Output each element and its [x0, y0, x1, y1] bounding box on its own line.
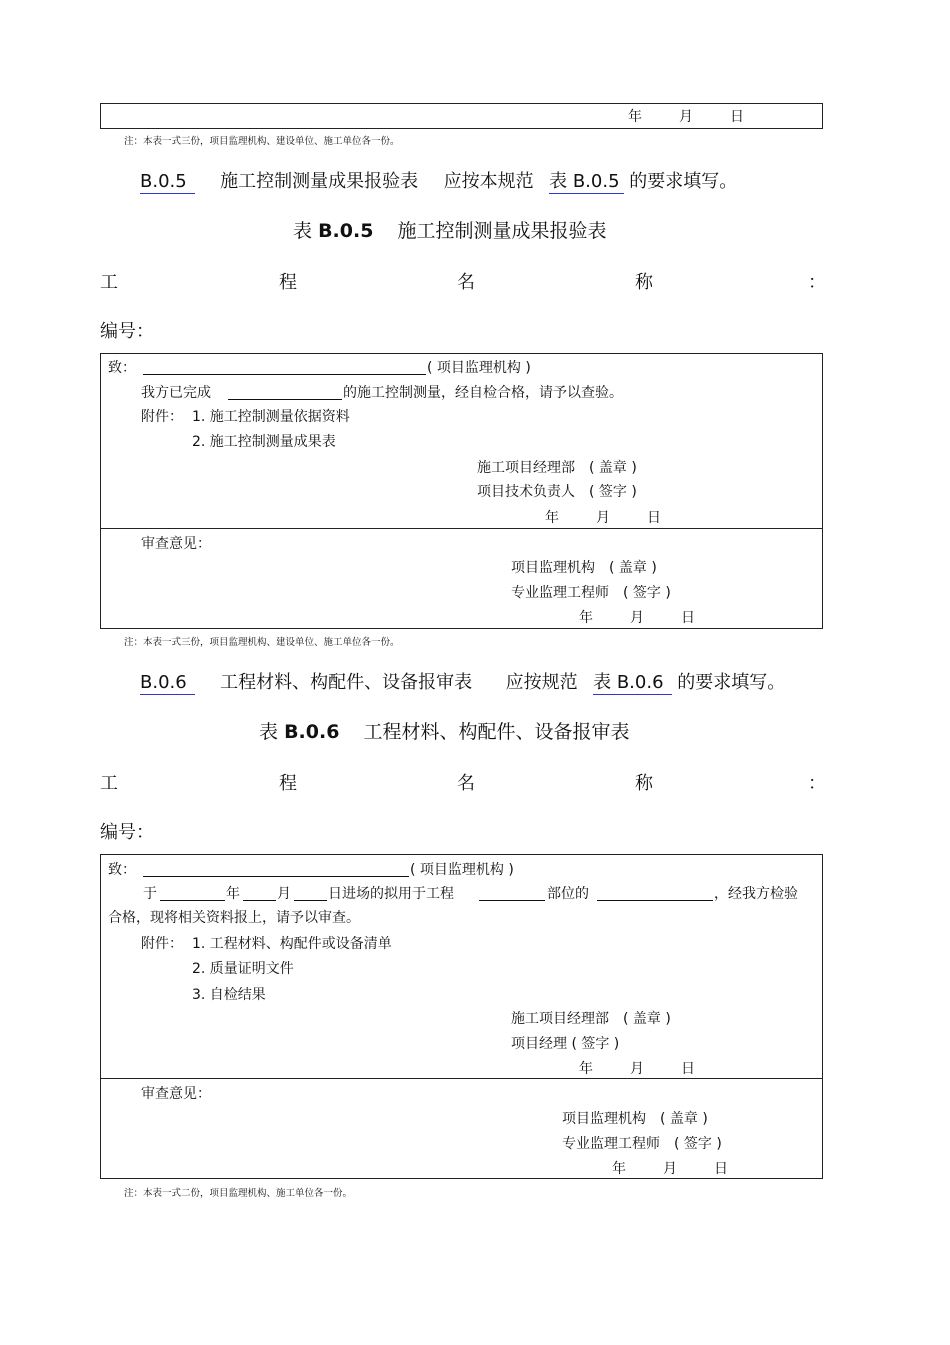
b06-title-id: B.0.6: [284, 721, 340, 743]
b06-table-divider: [100, 1078, 823, 1079]
b06-day-blank[interactable]: [294, 900, 327, 901]
b06-line1-day-text: 日进场的拟用于工程: [328, 886, 454, 902]
b05-project-char-3: 名: [457, 272, 475, 293]
b05-sign-tech: 项目技术负责人 ( 签字 ): [477, 484, 637, 500]
b05-line1-post: 的施工控制测量，经自检合格，请予以查验。: [343, 385, 623, 401]
b06-review-label: 审查意见：: [141, 1086, 211, 1102]
b06-note: 注：本表一式二份，项目监理机构、施工单位各一份。: [124, 1188, 353, 1199]
b05-date-day: 日: [647, 510, 661, 526]
b06-year-blank[interactable]: [160, 900, 225, 901]
b06-month-blank[interactable]: [243, 900, 276, 901]
b06-project-char-4: 称: [635, 773, 653, 794]
b06-number-label: 编号：: [100, 822, 154, 843]
b06-sign-manager: 项目经理 ( 签字 ): [511, 1036, 620, 1052]
top-date-year: 年: [628, 109, 642, 125]
b05-line1-blank[interactable]: [228, 399, 342, 400]
b06-project-char-5: ：: [808, 773, 826, 794]
b06-line2: 合格，现将相关资料报上，请予以审查。: [108, 910, 360, 926]
b06-org-paren: ( 项目监理机构 ): [410, 862, 514, 878]
top-table-box: [100, 103, 823, 129]
top-note: 注：本表一式三份，项目监理机构、建设单位、施工单位各一份。: [124, 136, 400, 147]
b05-review-date-year: 年: [579, 610, 593, 626]
b05-title-id: B.0.5: [318, 220, 374, 242]
b05-project-char-2: 程: [279, 272, 297, 293]
b06-project-char-3: 名: [457, 773, 475, 794]
b06-attach-2: 2. 质量证明文件: [192, 961, 294, 977]
b05-project-char-4: 称: [635, 272, 653, 293]
b05-clause: [140, 167, 737, 193]
b05-clause-text: 施工控制测量成果报验表: [220, 171, 419, 192]
b05-review-date-day: 日: [681, 610, 695, 626]
b05-attach-1: 1. 施工控制测量依据资料: [192, 409, 350, 425]
b05-to-blank[interactable]: [143, 374, 426, 375]
b05-review-date-month: 月: [630, 610, 644, 626]
b06-review-sign-org: 项目监理机构 ( 盖章 ): [562, 1111, 708, 1127]
b06-clause: [140, 668, 785, 694]
b06-attach-1: 1. 工程材料、构配件或设备清单: [192, 936, 392, 952]
b06-attach-label: 附件：: [141, 936, 183, 952]
b05-attach-2: 2. 施工控制测量成果表: [192, 434, 336, 450]
b05-attach-label: 附件：: [141, 409, 183, 425]
b06-review-sign-engineer: 专业监理工程师 ( 签字 ): [562, 1136, 722, 1152]
b06-project-blank[interactable]: [479, 900, 545, 901]
b06-project-char-1: 工: [100, 773, 118, 794]
b06-line1-month: 月: [277, 886, 291, 902]
b06-clause-ref[interactable]: 表 B.0.6: [593, 672, 671, 695]
b05-table-divider: [100, 528, 823, 529]
b06-attach-3: 3. 自检结果: [192, 987, 266, 1003]
b06-line1-tail: ，经我方检验: [714, 886, 798, 902]
b05-date-year: 年: [545, 510, 559, 526]
b05-org-paren: ( 项目监理机构 ): [427, 360, 531, 376]
b06-line1-yu: 于: [143, 886, 157, 902]
b06-sign-dept: 施工项目经理部 ( 盖章 ): [511, 1011, 671, 1027]
top-date-month: 月: [679, 109, 693, 125]
b05-sign-dept: 施工项目经理部 ( 盖章 ): [477, 460, 637, 476]
b06-clause-text: 工程材料、构配件、设备报审表: [220, 672, 473, 693]
top-date-day: 日: [730, 109, 744, 125]
b06-date-day: 日: [681, 1061, 695, 1077]
b05-number-label: 编号：: [100, 321, 154, 342]
b05-clause-ref-post: 的要求填写。: [629, 171, 738, 192]
b06-title-prefix: 表: [259, 721, 279, 743]
b06-review-date-month: 月: [663, 1161, 677, 1177]
b06-date-year: 年: [579, 1061, 593, 1077]
b05-to-label: 致：: [108, 360, 136, 376]
b06-review-date-year: 年: [612, 1161, 626, 1177]
b06-clause-ref-post: 的要求填写。: [677, 672, 786, 693]
b06-part-blank[interactable]: [597, 900, 713, 901]
b06-project-char-2: 程: [279, 773, 297, 794]
b05-title: [293, 216, 607, 243]
b06-date-month: 月: [630, 1061, 644, 1077]
b06-to-blank[interactable]: [143, 876, 409, 877]
b05-review-sign-org: 项目监理机构 ( 盖章 ): [511, 560, 657, 576]
b06-line1-year: 年: [226, 886, 240, 902]
b06-title-name: 工程材料、构配件、设备报审表: [363, 721, 630, 743]
b06-clause-ref-pre: 应按规范: [505, 672, 578, 693]
b05-clause-ref-pre: 应按本规范: [443, 171, 534, 192]
b05-review-label: 审查意见：: [141, 536, 211, 552]
b06-title: [259, 717, 630, 744]
b05-clause-id[interactable]: B.0.5: [140, 171, 195, 194]
b05-title-prefix: 表: [293, 220, 313, 242]
b05-line1-pre: 我方已完成: [141, 385, 211, 401]
b05-title-name: 施工控制测量成果报验表: [397, 220, 607, 242]
b06-line1-part: 部位的: [547, 886, 589, 902]
b05-project-char-1: 工: [100, 272, 118, 293]
b06-to-label: 致：: [108, 862, 136, 878]
b05-review-sign-engineer: 专业监理工程师 ( 签字 ): [511, 585, 671, 601]
b05-project-char-5: ：: [808, 272, 826, 293]
b05-note: 注：本表一式三份，项目监理机构、建设单位、施工单位各一份。: [124, 637, 400, 648]
b05-clause-ref[interactable]: 表 B.0.5: [549, 171, 623, 194]
b06-review-date-day: 日: [714, 1161, 728, 1177]
b05-date-month: 月: [596, 510, 610, 526]
b06-clause-id[interactable]: B.0.6: [140, 672, 195, 695]
